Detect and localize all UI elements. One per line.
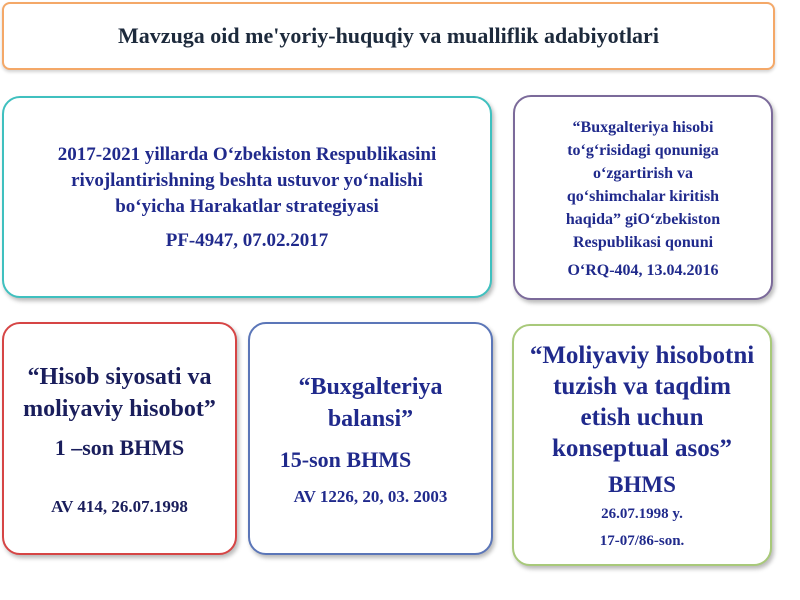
card-reference: AV 414, 26.07.1998 bbox=[51, 496, 188, 516]
card-accounting-law bbox=[513, 95, 773, 300]
card-line: balansi” bbox=[327, 405, 414, 432]
card-text bbox=[530, 340, 754, 464]
card-reference: O‘RQ-404, 13.04.2016 bbox=[567, 261, 719, 279]
card-text bbox=[23, 361, 216, 425]
card-line: “Buxgalteriya bbox=[298, 373, 443, 400]
card-line: “Moliyaviy hisobotni bbox=[529, 342, 755, 369]
card-reference: AV 1226, 20, 03. 2003 bbox=[293, 486, 448, 506]
slide-title: Mavzuga oid me'yoriy-huquqiy va mualliflik adabiyotlari bbox=[118, 23, 659, 48]
card-conceptual-framework bbox=[512, 324, 772, 566]
footer-strip bbox=[0, 575, 800, 600]
card-line: moliyaviy hisobot” bbox=[23, 395, 216, 422]
card-text bbox=[58, 142, 436, 220]
card-line: “Hisob siyosati va bbox=[27, 363, 212, 390]
card-line: qo‘shimchalar kiritish bbox=[566, 187, 720, 205]
card-line: o‘zgartirish va bbox=[593, 164, 693, 182]
card-line: to‘g‘risidagi qonuniga bbox=[567, 141, 719, 159]
card-line: Respublikasi qonuni bbox=[572, 233, 714, 251]
card-reference-date: 26.07.1998 y. bbox=[601, 506, 683, 522]
card-line: rivojlantirishning beshta ustuvor yo‘nalishi bbox=[71, 170, 423, 191]
card-text bbox=[299, 371, 443, 435]
card-line: bo‘yicha Harakatlar strategiyasi bbox=[115, 196, 379, 217]
card-line: 2017-2021 yillarda O‘zbekiston Respublikasini bbox=[57, 144, 437, 165]
card-standard: 15-son BHMS bbox=[279, 446, 412, 472]
card-reference: PF-4947, 07.02.2017 bbox=[165, 230, 329, 251]
card-line: tuzish va taqdim bbox=[553, 373, 731, 400]
card-line: etish uchun bbox=[580, 404, 704, 431]
title-banner bbox=[2, 2, 775, 70]
card-text bbox=[566, 116, 720, 254]
card-standard: BHMS bbox=[608, 472, 676, 497]
card-bhms-15 bbox=[248, 322, 493, 555]
card-action-strategy bbox=[2, 96, 492, 298]
card-standard: 1 –son BHMS bbox=[54, 434, 185, 460]
card-line: “Buxgalteriya hisobi bbox=[572, 118, 714, 136]
card-line: konseptual asos” bbox=[552, 435, 732, 462]
card-line: haqida” giO‘zbekiston bbox=[565, 210, 721, 228]
card-reference-number: 17-07/86-son. bbox=[599, 533, 685, 549]
card-bhms-1 bbox=[2, 322, 237, 555]
